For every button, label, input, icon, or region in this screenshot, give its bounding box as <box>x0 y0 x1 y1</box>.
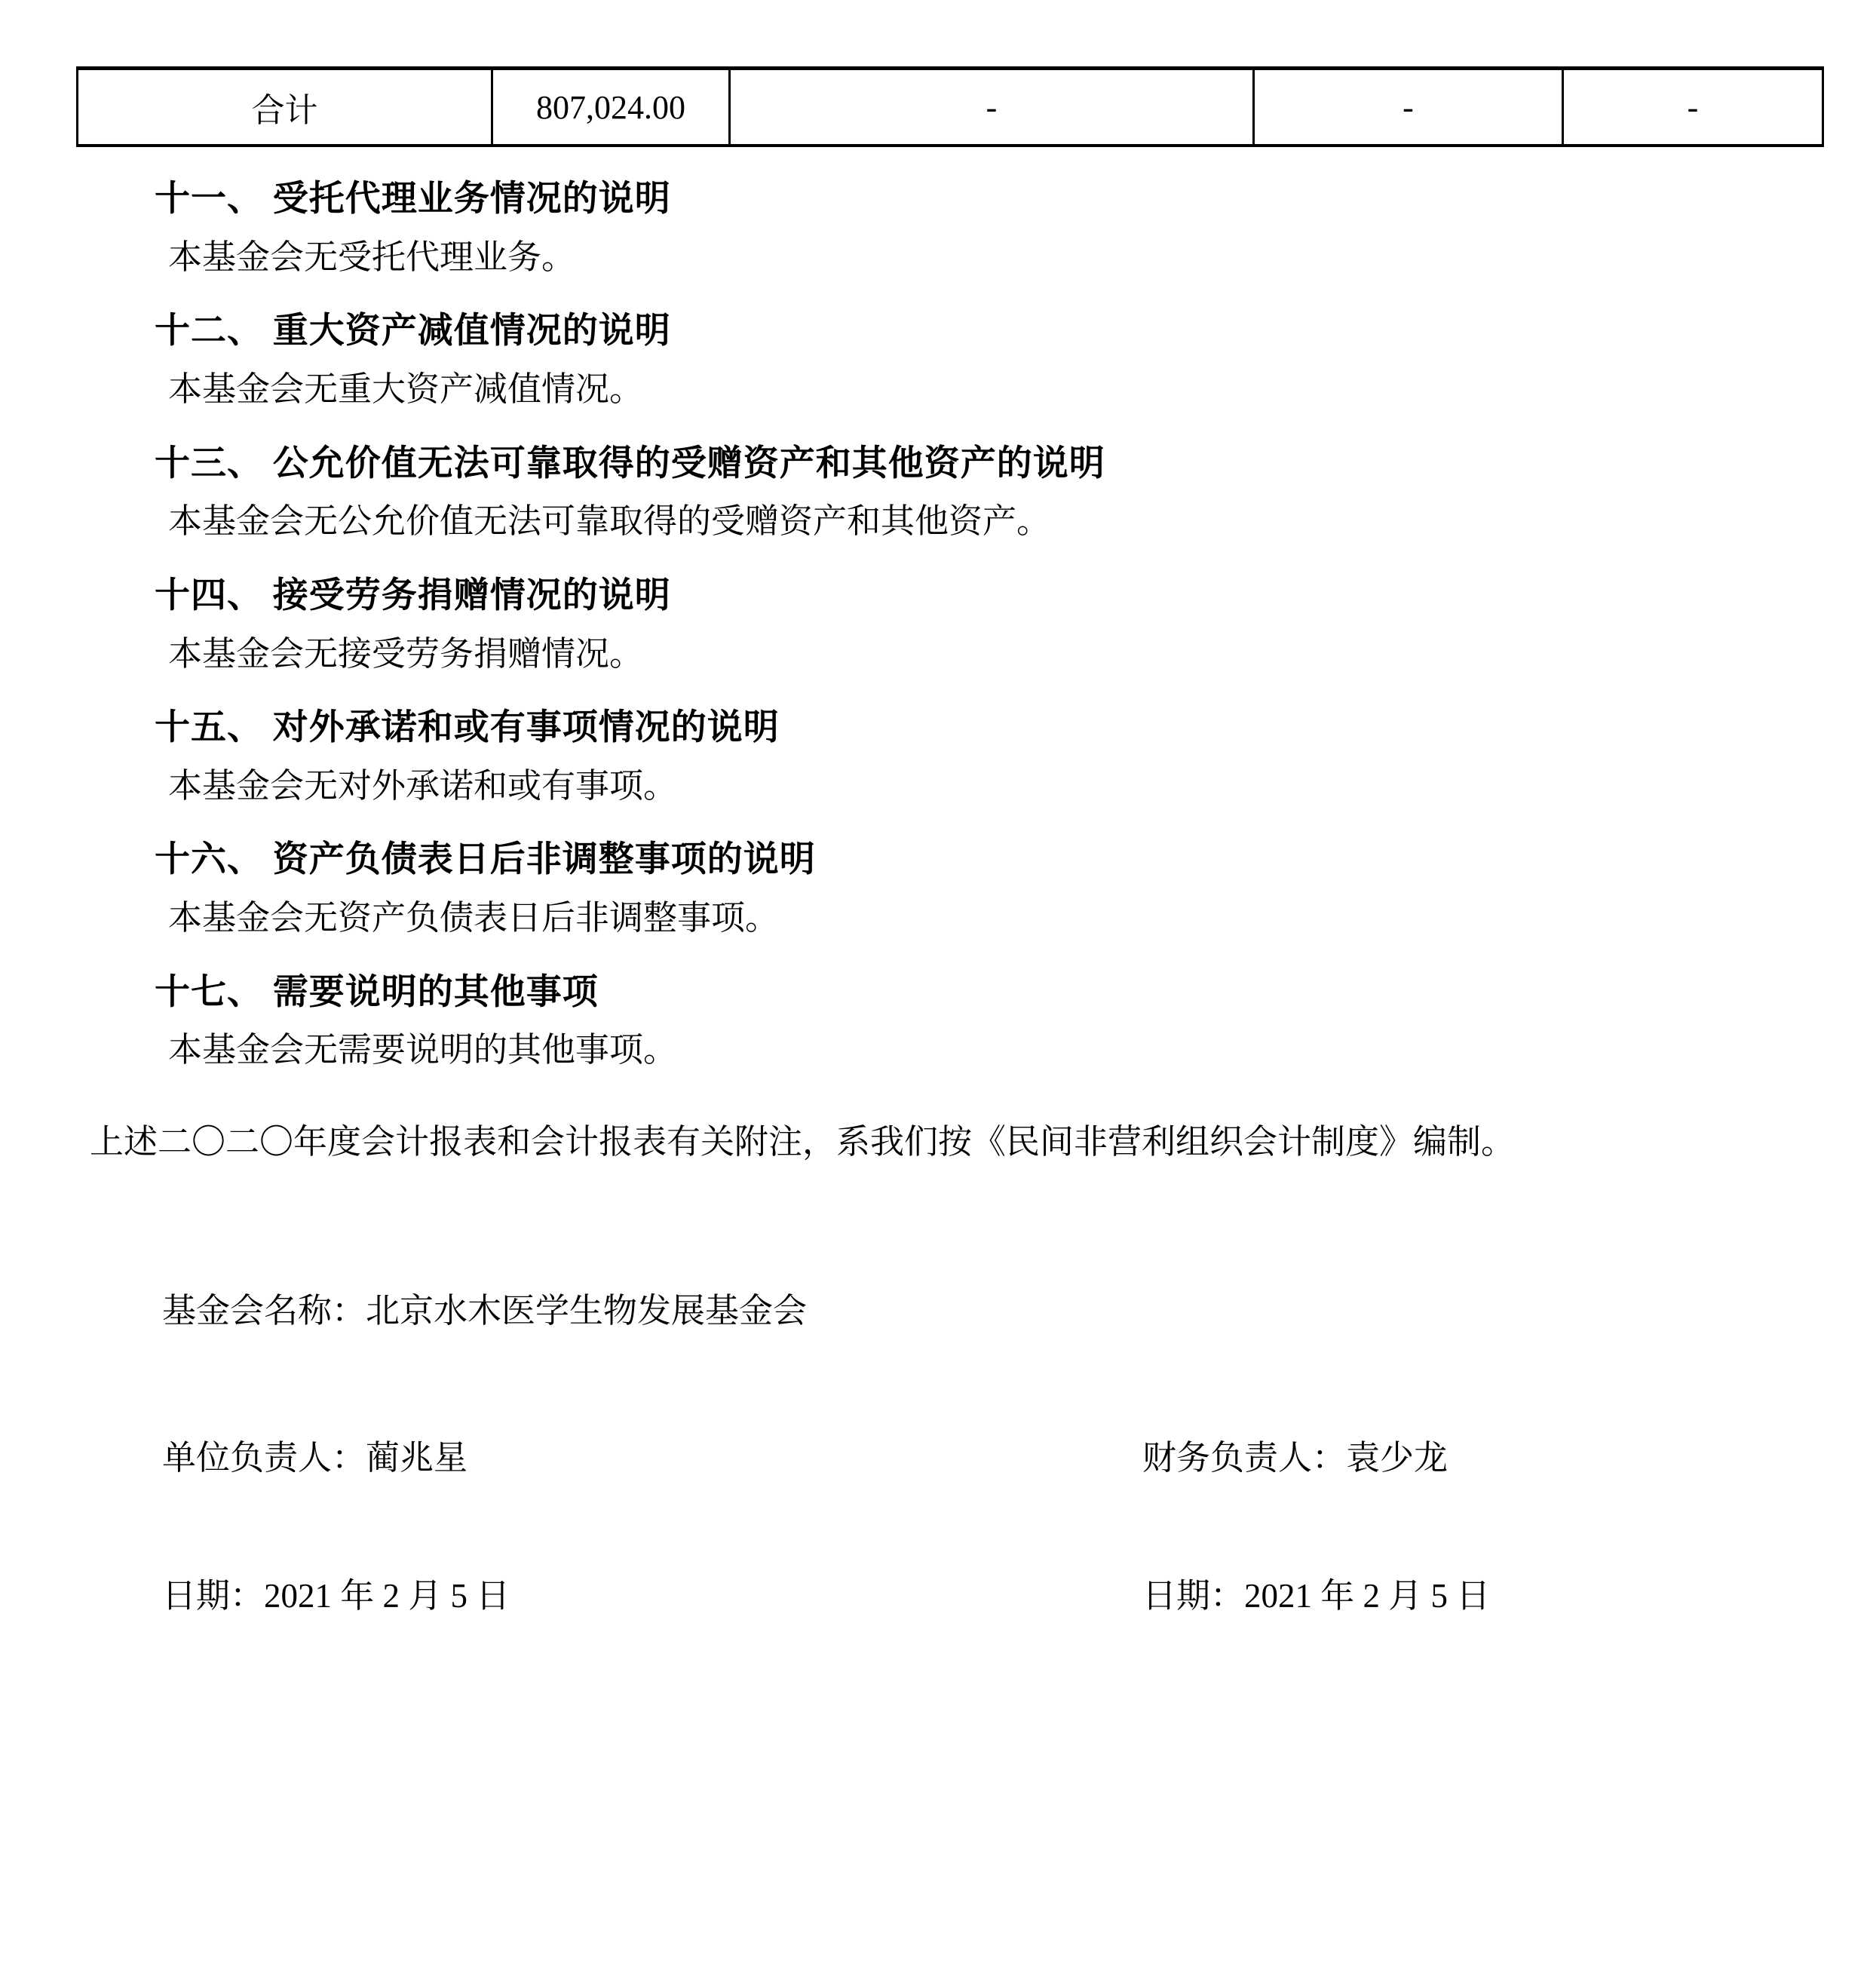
date-right-label: 日期： <box>1142 1576 1245 1615</box>
unit-leader-label: 单位负责人： <box>162 1438 366 1477</box>
fund-name-label: 基金会名称： <box>162 1291 366 1330</box>
section-body-16: 本基金会无资产负债表日后非调整事项。 <box>168 899 780 937</box>
date-left-label: 日期： <box>162 1576 265 1615</box>
fund-name-value: 北京水木医学生物发展基金会 <box>366 1291 808 1330</box>
section-body-12: 本基金会无重大资产减值情况。 <box>168 370 644 408</box>
date-row <box>72 1568 1798 1617</box>
section-heading-13: 十三、 公允价值无法可靠取得的受赠资产和其他资产的说明 <box>155 443 1105 483</box>
section-body-14: 本基金会无接受劳务捐赠情况。 <box>168 634 644 673</box>
table-cell-amount: 807,024.00 <box>492 69 730 146</box>
page-content <box>72 0 1798 1617</box>
finance-leader-signature <box>1142 1430 1798 1479</box>
fund-name-line <box>162 1283 1798 1332</box>
date-right-value: 2021 年 2 月 5 日 <box>1244 1576 1491 1615</box>
section-heading-15: 十五、 对外承诺和或有事项情况的说明 <box>155 708 780 747</box>
table-cell-col4: - <box>1254 69 1563 146</box>
summary-table <box>76 66 1824 147</box>
section-heading-11: 十一、 受托代理业务情况的说明 <box>155 179 671 219</box>
date-right <box>1142 1568 1798 1617</box>
signature-row <box>72 1430 1798 1479</box>
date-left-value: 2021 年 2 月 5 日 <box>264 1576 510 1615</box>
section-heading-12: 十二、 重大资产减值情况的说明 <box>155 311 671 351</box>
section-body-15: 本基金会无对外承诺和或有事项。 <box>168 766 678 805</box>
date-left <box>162 1568 1142 1617</box>
section-heading-17: 十七、 需要说明的其他事项 <box>155 972 599 1012</box>
closing-paragraph: 上述二〇二〇年度会计报表和会计报表有关附注，系我们按《民间非营利组织会计制度》编制。 <box>90 1122 1516 1161</box>
finance-leader-value: 袁少龙 <box>1346 1438 1448 1477</box>
section-body-17: 本基金会无需要说明的其他事项。 <box>168 1031 678 1069</box>
unit-leader-value: 蔺兆星 <box>366 1438 468 1477</box>
section-body-13: 本基金会无公允价值无法可靠取得的受赠资产和其他资产。 <box>168 502 1051 541</box>
section-heading-16: 十六、 资产负债表日后非调整事项的说明 <box>155 840 816 880</box>
table-cell-col5: - <box>1563 69 1823 146</box>
table-cell-label: 合计 <box>78 69 492 146</box>
table-cell-col3: - <box>730 69 1254 146</box>
section-body-11: 本基金会无受托代理业务。 <box>168 238 576 276</box>
finance-leader-label: 财务负责人： <box>1142 1438 1347 1477</box>
unit-leader-signature <box>162 1430 1142 1479</box>
section-heading-14: 十四、 接受劳务捐赠情况的说明 <box>155 575 671 615</box>
table-row <box>78 69 1823 146</box>
